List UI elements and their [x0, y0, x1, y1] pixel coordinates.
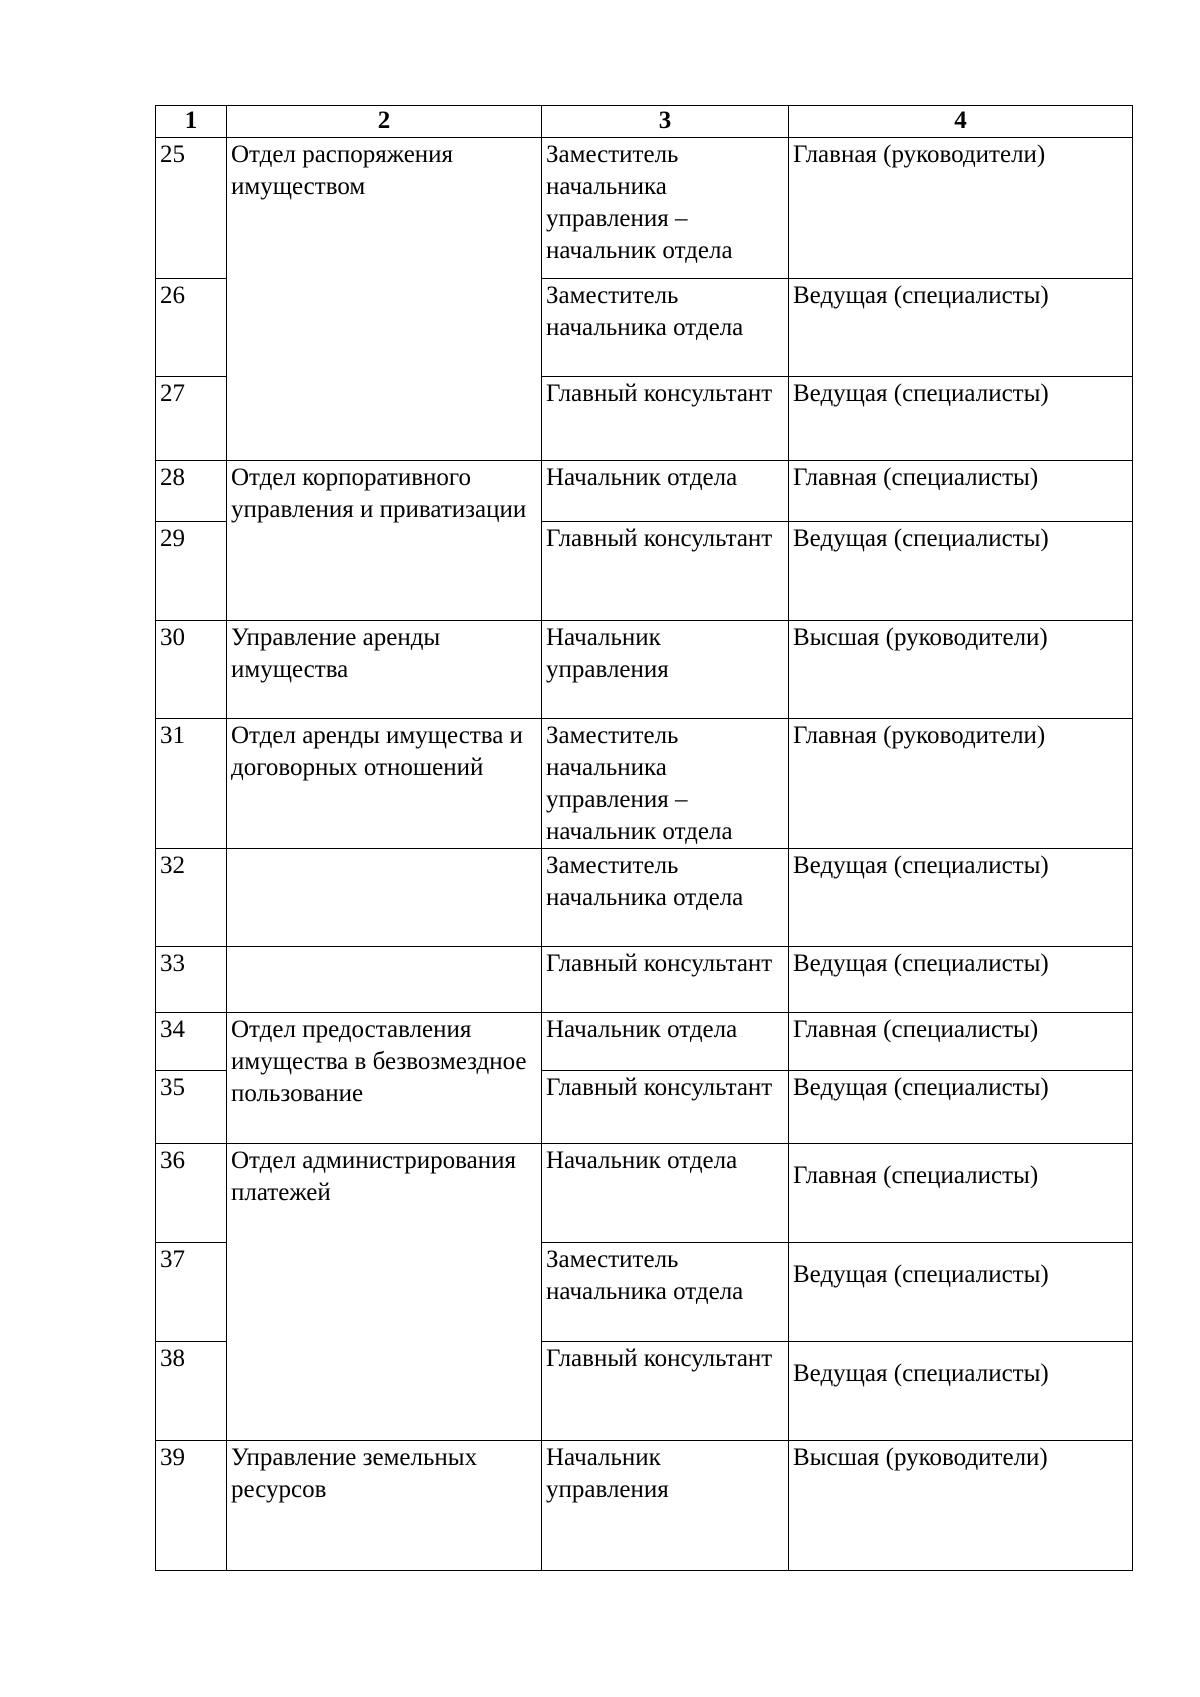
unit-name: Отдел аренды имущества и договорных отношений	[227, 719, 542, 849]
column-header-1: 1	[156, 106, 227, 138]
column-header-2: 2	[227, 106, 542, 138]
position-group: Главная (специалисты)	[789, 1013, 1133, 1071]
position-group: Ведущая (специалисты)	[789, 849, 1133, 947]
unit-name: Отдел администрирования платежей	[227, 1144, 542, 1441]
row-number: 31	[156, 719, 227, 849]
row-number: 39	[156, 1441, 227, 1571]
position-title: Начальник управления	[542, 621, 789, 719]
row-number: 26	[156, 279, 227, 377]
position-title: Заместитель начальника отдела	[542, 849, 789, 947]
row-number: 25	[156, 138, 227, 279]
positions-table	[155, 105, 1133, 1571]
unit-name-empty	[227, 849, 542, 947]
table-row	[156, 1013, 1133, 1071]
position-title: Главный консультант	[542, 947, 789, 1013]
table-row	[156, 947, 1133, 1013]
position-title: Заместитель начальника отдела	[542, 279, 789, 377]
position-title: Главный консультант	[542, 377, 789, 461]
position-group: Главная (руководители)	[789, 719, 1133, 849]
table-row	[156, 849, 1133, 947]
unit-name-empty	[227, 947, 542, 1013]
row-number: 37	[156, 1243, 227, 1342]
position-group: Высшая (руководители)	[789, 621, 1133, 719]
position-group: Ведущая (специалисты)	[789, 522, 1133, 621]
row-number: 29	[156, 522, 227, 621]
row-number: 27	[156, 377, 227, 461]
position-group: Высшая (руководители)	[789, 1441, 1133, 1571]
position-title: Начальник отдела	[542, 1013, 789, 1071]
unit-name: Управление аренды имущества	[227, 621, 542, 719]
row-number: 32	[156, 849, 227, 947]
unit-name: Отдел распоряжения имуществом	[227, 138, 542, 461]
position-title: Заместитель начальника отдела	[542, 1243, 789, 1342]
unit-name: Отдел корпоративного управления и приватизации	[227, 461, 542, 621]
column-header-3: 3	[542, 106, 789, 138]
position-group: Главная (руководители)	[789, 138, 1133, 279]
position-group: Ведущая (специалисты)	[789, 1342, 1133, 1441]
position-group: Главная (специалисты)	[789, 1144, 1133, 1243]
position-group: Ведущая (специалисты)	[789, 279, 1133, 377]
row-number: 34	[156, 1013, 227, 1071]
position-group: Ведущая (специалисты)	[789, 1071, 1133, 1144]
row-number: 35	[156, 1071, 227, 1144]
unit-name: Отдел предоставления имущества в безвозмездное пользование	[227, 1013, 542, 1144]
table-row	[156, 621, 1133, 719]
position-title: Заместитель начальника управления – начальник отдела	[542, 138, 789, 279]
position-title: Начальник отдела	[542, 461, 789, 522]
position-group: Главная (специалисты)	[789, 461, 1133, 522]
unit-name: Управление земельных ресурсов	[227, 1441, 542, 1571]
row-number: 28	[156, 461, 227, 522]
position-title: Главный консультант	[542, 1071, 789, 1144]
position-group: Ведущая (специалисты)	[789, 1243, 1133, 1342]
row-number: 30	[156, 621, 227, 719]
position-title: Начальник управления	[542, 1441, 789, 1571]
header-row	[156, 106, 1133, 138]
row-number: 38	[156, 1342, 227, 1441]
table-row	[156, 1144, 1133, 1243]
position-group: Ведущая (специалисты)	[789, 947, 1133, 1013]
table-row	[156, 1441, 1133, 1571]
position-title: Заместитель начальника управления – начальник отдела	[542, 719, 789, 849]
table-row	[156, 719, 1133, 849]
table-row	[156, 138, 1133, 279]
row-number: 36	[156, 1144, 227, 1243]
position-title: Главный консультант	[542, 522, 789, 621]
column-header-4: 4	[789, 106, 1133, 138]
position-title: Главный консультант	[542, 1342, 789, 1441]
table-row	[156, 461, 1133, 522]
position-title: Начальник отдела	[542, 1144, 789, 1243]
position-group: Ведущая (специалисты)	[789, 377, 1133, 461]
row-number: 33	[156, 947, 227, 1013]
